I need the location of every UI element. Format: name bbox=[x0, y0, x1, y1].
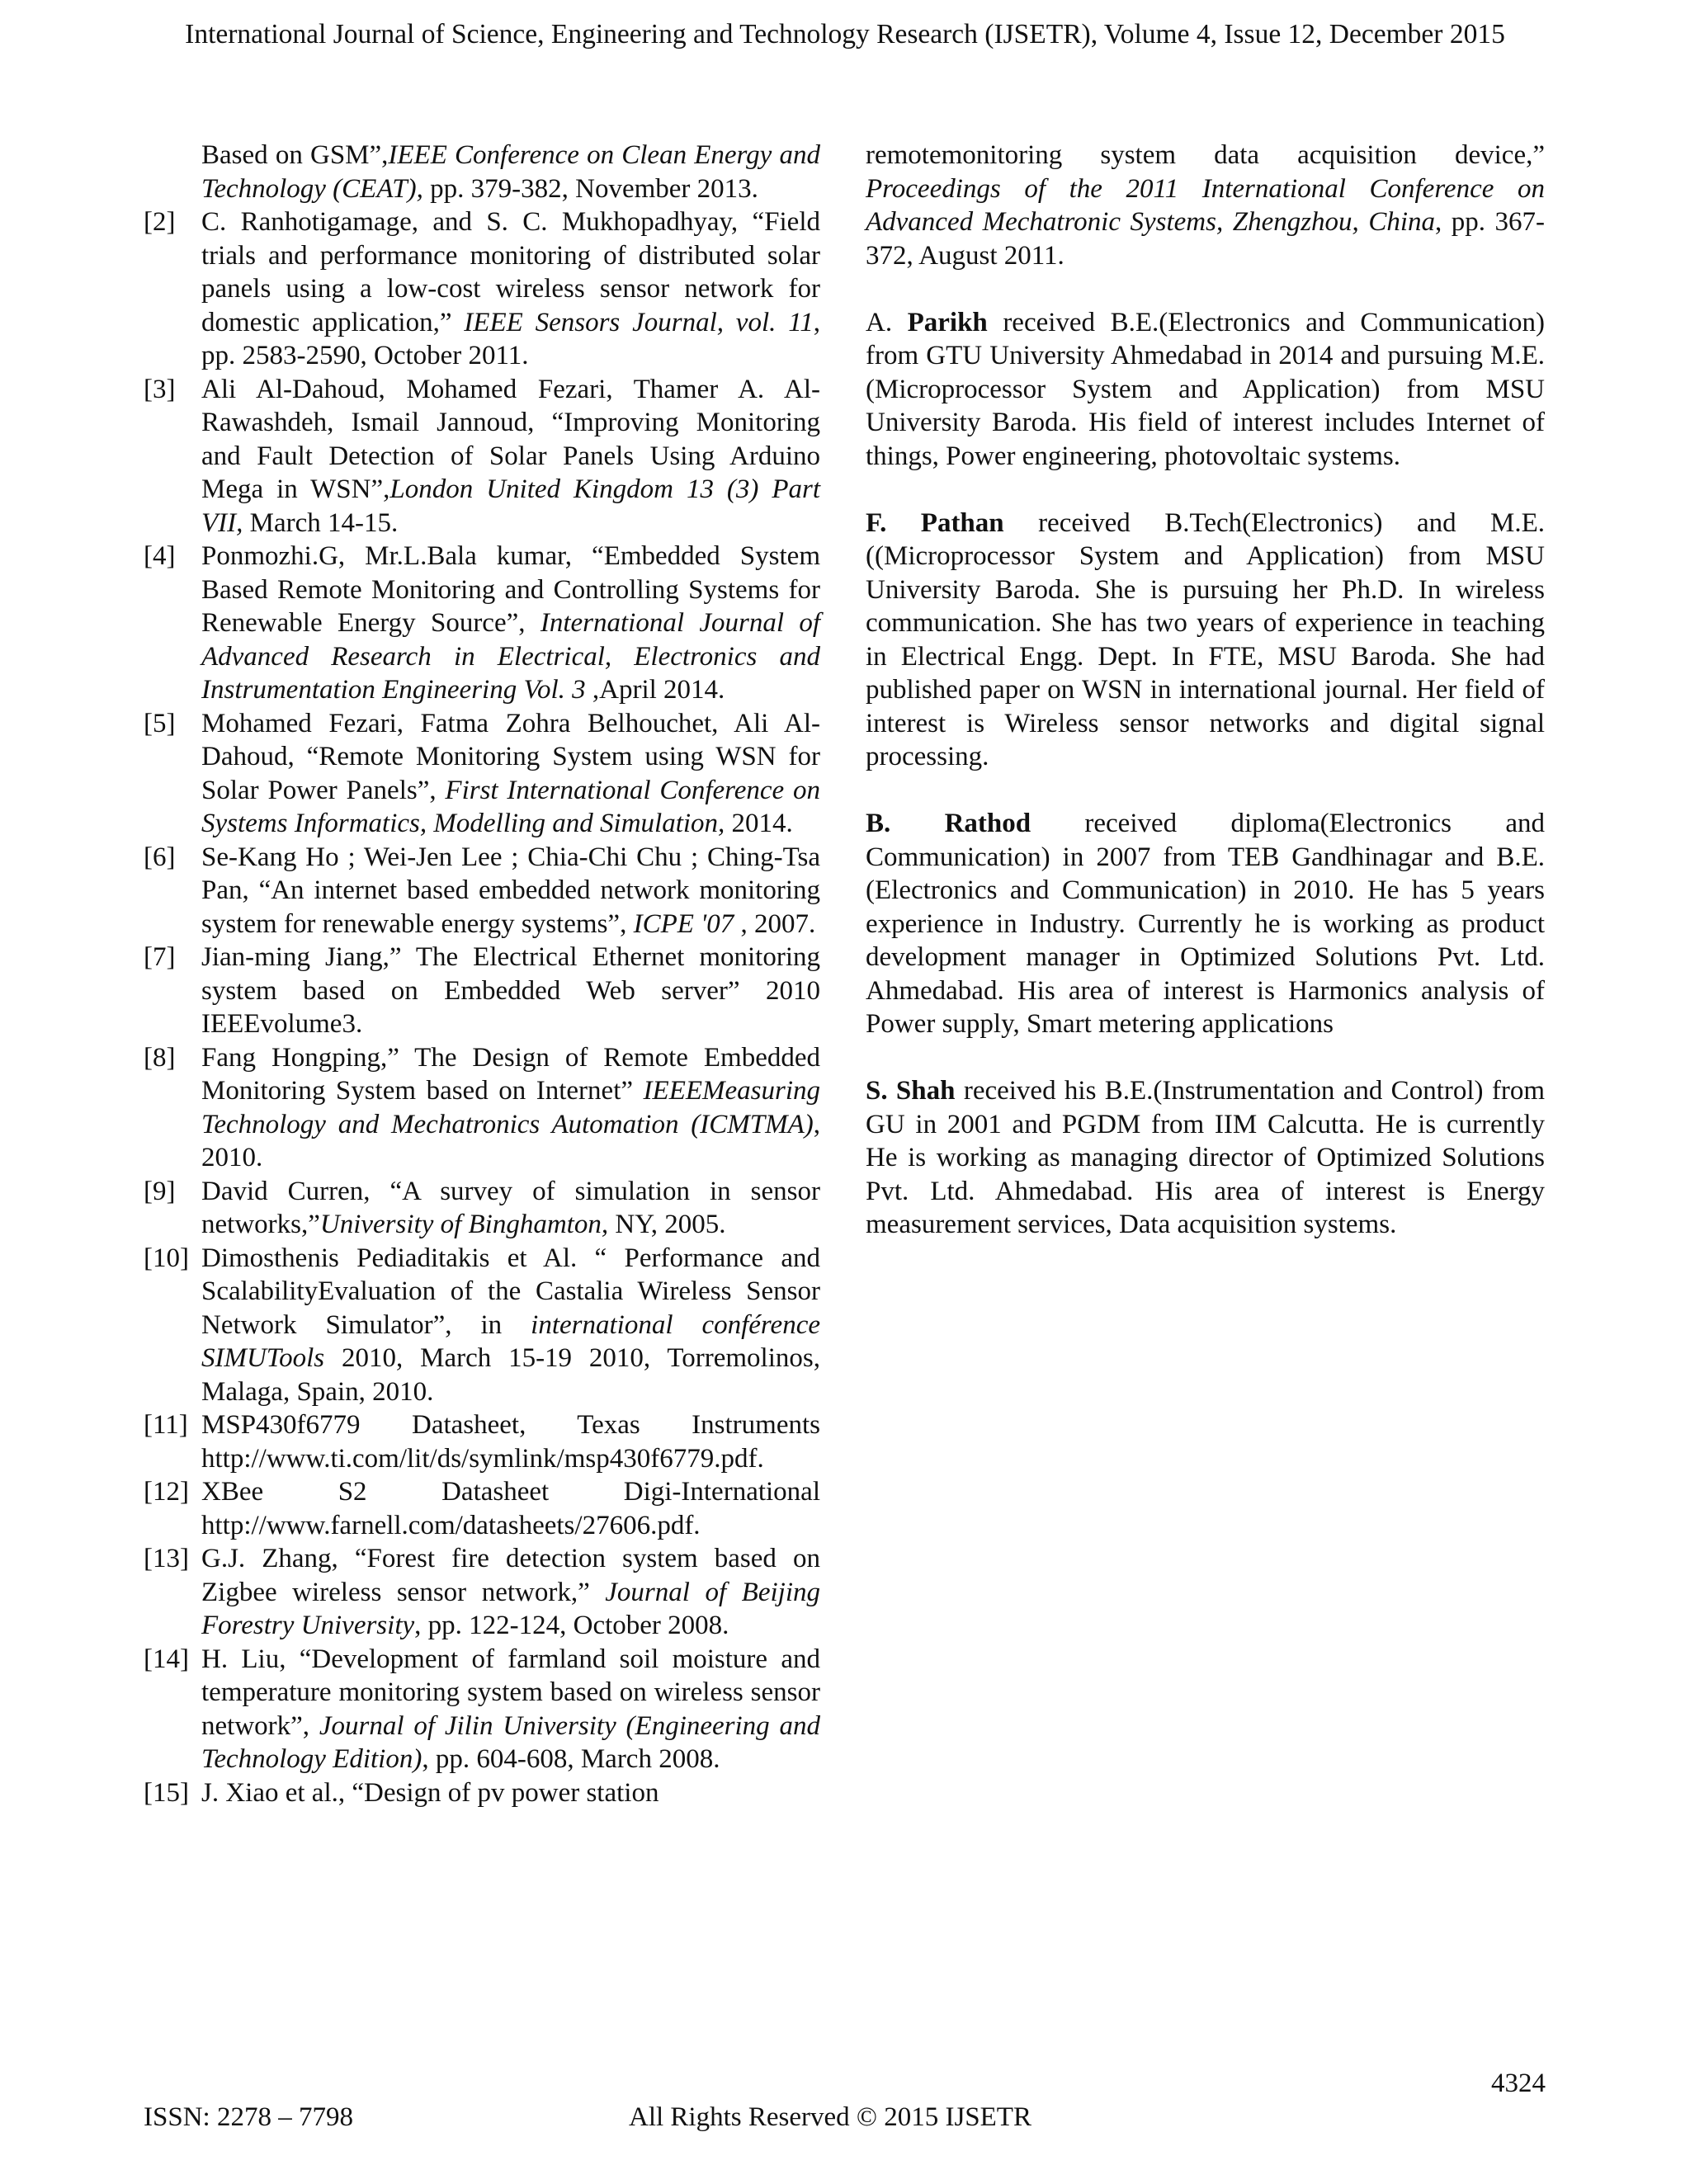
author-bio bbox=[866, 1074, 1545, 1242]
reference-item bbox=[144, 1175, 820, 1242]
reference-text bbox=[201, 139, 820, 205]
text: , pp. 367-372, August 2011. bbox=[866, 207, 1545, 271]
reference-number: [10] bbox=[144, 1243, 189, 1273]
text: 2014. bbox=[725, 809, 793, 838]
reference-number: [15] bbox=[144, 1777, 189, 1808]
reference-item bbox=[144, 139, 820, 205]
text: remotemonitoring system data acquisition device,” bbox=[866, 140, 1545, 170]
reference-item bbox=[144, 1242, 820, 1409]
text: , 2007. bbox=[734, 908, 816, 939]
reference-text bbox=[201, 1776, 820, 1810]
author-biographies bbox=[866, 306, 1545, 1242]
reference-list bbox=[144, 139, 820, 1809]
text: MSP430f6779 Datasheet, Texas Instruments http://www.ti.com/lit/ds/symlink/msp430f6779.pdf. bbox=[201, 1410, 820, 1474]
reference-number: [6] bbox=[144, 842, 176, 872]
reference-text bbox=[201, 205, 820, 373]
reference-text bbox=[201, 1175, 820, 1242]
text: , pp. 2583-2590, October 2011. bbox=[201, 307, 820, 370]
text: XBee S2 Datasheet Digi-International http://www.farnell.com/datasheets/27606.pdf. bbox=[201, 1477, 820, 1540]
reference-item bbox=[144, 1475, 820, 1542]
reference-number: [14] bbox=[144, 1644, 189, 1674]
right-column bbox=[866, 139, 1545, 1275]
reference-number: [2] bbox=[144, 207, 176, 237]
author-bio-text: received diploma(Electronics and Communication) in 2007 from TEB Gandhinagar and B.E.(Electronics and Communication) in 2010. He has 5 years experience in Industry. Currently he is working as product development manager in Optimized Solutions Pvt. Ltd. Ahmedabad. His area of interest is Harmonics analysis of Power supply, Smart metering applications bbox=[866, 809, 1545, 1039]
text: Jian-ming Jiang,” The Electrical Ethernet monitoring system based on Embedded Web server” 2010 IEEEvolume3. bbox=[201, 942, 820, 1039]
reference-number: [8] bbox=[144, 1042, 176, 1073]
reference-item bbox=[144, 1776, 820, 1810]
reference-item bbox=[144, 941, 820, 1041]
reference-text bbox=[201, 1408, 820, 1475]
reference-number: [13] bbox=[144, 1544, 189, 1573]
reference-number: [5] bbox=[144, 708, 176, 738]
italic-text: ICPE '07 bbox=[633, 908, 734, 939]
reference-text bbox=[201, 1643, 820, 1776]
reference-number: [7] bbox=[144, 942, 176, 972]
reference-item bbox=[144, 373, 820, 540]
author-bio bbox=[866, 507, 1545, 774]
text: Mohamed Fezari, Fatma Zohra Belhouchet, Ali Al-Dahoud, “Remote Monitoring System using WSN for Solar Power Panels”, bbox=[201, 708, 820, 805]
text: Based on GSM”, bbox=[201, 140, 389, 170]
italic-text: Proceedings of the 2011 International Conference on Advanced Mechatronic Systems, Zhengzhou, China bbox=[866, 173, 1545, 237]
text: Dimosthenis Pediaditakis et Al. “ Performance and ScalabilityEvaluation of the Castalia Wireless Sensor Network Simulator”, in bbox=[201, 1243, 820, 1340]
italic-text: International Journal of Advanced Research in Electrical, Electronics and Instrumentation Engineering Vol. 3 bbox=[201, 608, 820, 705]
reference-number: [4] bbox=[144, 541, 176, 571]
text: NY, 2005. bbox=[608, 1210, 726, 1239]
text: H. Liu, “Development of farmland soil moisture and temperature monitoring system based on wireless sensor network”, bbox=[201, 1644, 820, 1741]
reference-text bbox=[201, 707, 820, 841]
italic-text: IEEEMeasuring Technology and Mechatronics Automation (ICMTMA) bbox=[201, 1076, 820, 1139]
reference-text bbox=[201, 1041, 820, 1175]
reference-number: [9] bbox=[144, 1176, 176, 1206]
page-number: 4324 bbox=[1491, 2068, 1546, 2098]
references-column bbox=[144, 139, 820, 1809]
running-header: International Journal of Science, Engineering and Technology Research (IJSETR), Volume 4, Issue 12, December 2015 bbox=[185, 19, 1505, 50]
text: Ponmozhi.G, Mr.L.Bala kumar, “Embedded System Based Remote Monitoring and Controlling Systems for Renewable Energy Source”, bbox=[201, 541, 820, 638]
reference-item bbox=[144, 540, 820, 707]
italic-text: IEEE Sensors Journal, vol. 11 bbox=[464, 307, 814, 337]
author-name: B. Rathod bbox=[866, 809, 1031, 838]
reference-number: [3] bbox=[144, 374, 176, 404]
author-bio bbox=[866, 807, 1545, 1041]
text: Ali Al-Dahoud, Mohamed Fezari, Thamer A. Al-Rawashdeh, Ismail Jannoud, “Improving Monitoring and Fault Detection of Solar Panels Using Arduino Mega in WSN”, bbox=[201, 374, 820, 504]
text: J. Xiao et al., “Design of pv power station bbox=[201, 1777, 659, 1808]
text: G.J. Zhang, “Forest fire detection system based on Zigbee wireless sensor network,” bbox=[201, 1544, 820, 1607]
text: , 2010. bbox=[201, 1109, 820, 1172]
reference-number: [12] bbox=[144, 1477, 189, 1507]
text: 2010, March 15-19 2010, Torremolinos, Malaga, Spain, 2010. bbox=[201, 1343, 820, 1407]
issn: ISSN: 2278 – 7798 bbox=[144, 2102, 353, 2132]
text: pp. 379-382, November 2013. bbox=[422, 173, 758, 204]
reference-item bbox=[144, 707, 820, 841]
reference-item bbox=[144, 1408, 820, 1475]
reference-15-continuation bbox=[866, 139, 1545, 272]
italic-text: London United Kingdom 13 (3) Part VII, bbox=[201, 474, 821, 538]
reference-item bbox=[144, 1041, 820, 1175]
author-name: Parikh bbox=[907, 307, 988, 337]
reference-text bbox=[201, 1542, 820, 1643]
text: Fang Hongping,” The Design of Remote Embedded Monitoring System based on Internet” bbox=[201, 1042, 820, 1106]
author-name: F. Pathan bbox=[866, 507, 1004, 538]
italic-text: international conférence SIMUTools bbox=[201, 1309, 820, 1373]
text: ,April 2014. bbox=[585, 675, 725, 705]
reference-text bbox=[201, 941, 820, 1041]
author-bio bbox=[866, 306, 1545, 474]
italic-text: Journal of Jilin University (Engineering and Technology Edition) bbox=[201, 1710, 820, 1774]
author-initial: A. bbox=[866, 307, 908, 337]
reference-number bbox=[144, 139, 201, 205]
italic-text: University of Binghamton, bbox=[319, 1210, 609, 1239]
text: Se-Kang Ho ; Wei-Jen Lee ; Chia-Chi Chu ; Ching-Tsa Pan, “An internet based embedded network monitoring system for renewable energy systems”, bbox=[201, 842, 820, 939]
reference-text bbox=[201, 841, 820, 941]
reference-text bbox=[201, 373, 820, 540]
italic-text: First International Conference on Systems Informatics, Modelling and Simulation, bbox=[201, 775, 820, 838]
text: David Curren, “A survey of simulation in sensor networks,” bbox=[201, 1176, 820, 1239]
reference-item bbox=[144, 841, 820, 941]
author-name: S. Shah bbox=[866, 1076, 956, 1106]
reference-text bbox=[201, 1475, 820, 1542]
author-bio-text: received his B.E.(Instrumentation and Control) from GU in 2001 and PGDM from IIM Calcutta. He is currently He is working as managing director of Optimized Solutions Pvt. Ltd. Ahmedabad. His area of interest is Energy measurement services, Data acquisition systems. bbox=[866, 1076, 1545, 1239]
author-bio-text: received B.E.(Electronics and Communication) from GTU University Ahmedabad in 2014 and pursuing M.E.(Microprocessor System and Application) from MSU University Baroda. His field of interest includes Internet of things, Power engineering, photovoltaic systems. bbox=[866, 307, 1545, 471]
reference-text bbox=[201, 540, 820, 707]
text: March 14-15. bbox=[243, 507, 399, 538]
reference-number: [11] bbox=[144, 1410, 188, 1440]
reference-item bbox=[144, 205, 820, 373]
text: C. Ranhotigamage, and S. C. Mukhopadhyay, “Field trials and performance monitoring of distributed solar panels using a low-cost wireless sensor network for domestic application,” bbox=[201, 207, 820, 337]
copyright-notice: All Rights Reserved © 2015 IJSETR bbox=[629, 2102, 1031, 2132]
italic-text: Journal of Beijing Forestry University bbox=[201, 1577, 820, 1640]
text: , pp. 122-124, October 2008. bbox=[414, 1611, 729, 1640]
text: , pp. 604-608, March 2008. bbox=[422, 1744, 720, 1774]
italic-text: IEEE Conference on Clean Energy and Technology (CEAT), bbox=[201, 140, 820, 204]
reference-item bbox=[144, 1643, 820, 1776]
reference-text bbox=[201, 1242, 820, 1409]
author-bio-text: received B.Tech(Electronics) and M.E.((Microprocessor System and Application) from MSU University Baroda. She is pursuing her Ph.D. In wireless communication. She has two years of experience in teaching in Electrical Engg. Dept. In FTE, MSU Baroda. She had published paper on WSN in international journal. Her field of interest is Wireless sensor networks and digital signal processing. bbox=[866, 507, 1546, 771]
reference-item bbox=[144, 1542, 820, 1643]
